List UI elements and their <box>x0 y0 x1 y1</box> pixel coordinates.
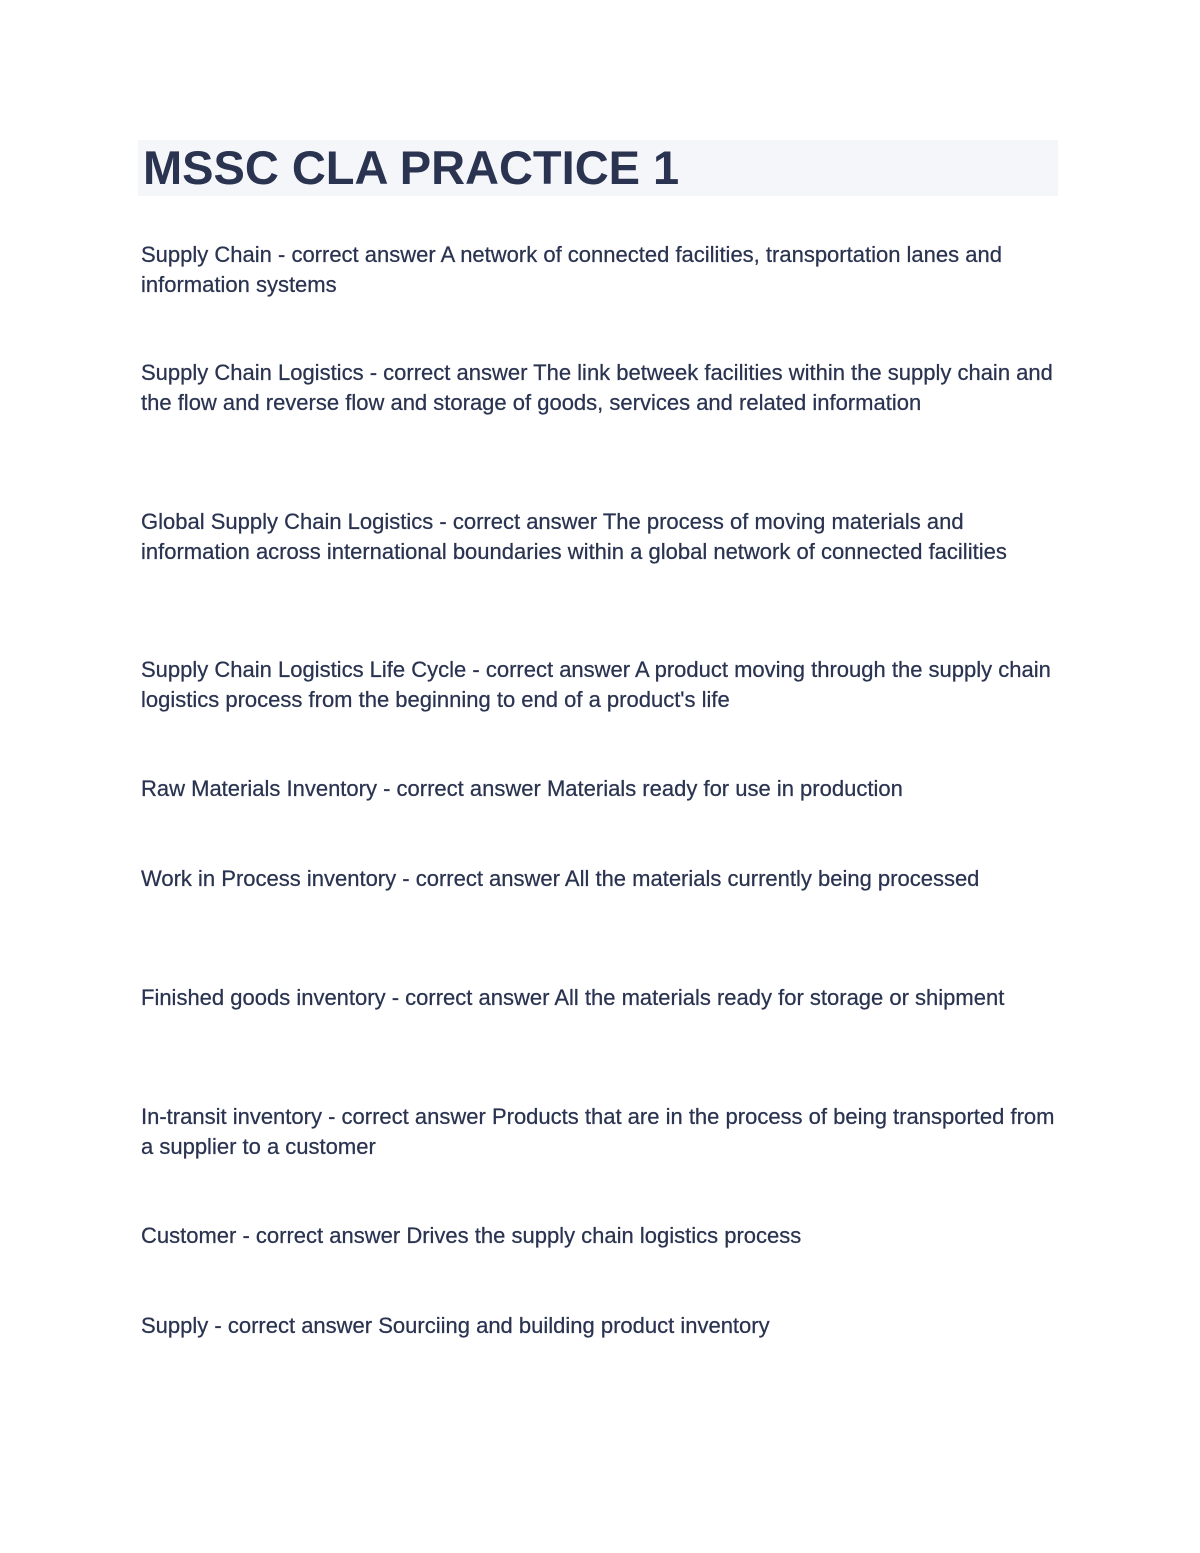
entry-answer: The link betweek facilities within the supply chain and the flow and reverse flow and storage of goods, services and related information <box>141 360 1053 415</box>
entry-answer-label: correct answer <box>227 1313 373 1338</box>
entry-answer: A network of connected facilities, transportation lanes and information systems <box>141 242 1002 297</box>
entry-answer: Materials ready for use in production <box>546 776 903 801</box>
entry-separator: - <box>271 242 292 267</box>
entry-term: In-transit inventory <box>141 1104 322 1129</box>
entry-answer-label: correct answer <box>452 509 598 534</box>
entry-separator: - <box>363 360 384 385</box>
qa-entry <box>141 507 1061 567</box>
entry-term: Supply Chain <box>141 242 272 267</box>
entry-answer-label: correct answer <box>405 985 550 1010</box>
entry-answer-label: correct answer <box>415 866 560 891</box>
entry-term: Supply Chain Logistics <box>141 360 364 385</box>
entry-answer-label: correct answer <box>255 1223 401 1248</box>
entry-separator: - <box>208 1313 228 1338</box>
entry-term: Supply <box>141 1313 209 1338</box>
qa-entry <box>141 864 1061 894</box>
entry-separator: - <box>433 509 453 534</box>
entry-term: Raw Materials Inventory <box>141 776 377 801</box>
entry-separator: - <box>376 776 397 801</box>
entry-term: Supply Chain Logistics Life Cycle <box>141 657 467 682</box>
entry-answer-label: correct answer <box>383 360 528 385</box>
qa-entry <box>141 1311 1061 1341</box>
entry-separator: - <box>396 866 416 891</box>
entry-answer: Sourciing and building product inventory <box>378 1313 770 1338</box>
entry-answer: A product moving through the supply chain logistics process from the beginning to end of a product's life <box>141 657 1051 712</box>
qa-entry <box>141 240 1061 300</box>
qa-entry <box>141 774 1061 804</box>
qa-entry <box>141 358 1061 418</box>
qa-entry <box>141 983 1061 1013</box>
entry-term: Finished goods inventory <box>141 985 386 1010</box>
entry-answer-label: correct answer <box>291 242 436 267</box>
entry-answer-label: correct answer <box>341 1104 486 1129</box>
qa-entry <box>141 655 1061 715</box>
entry-separator: - <box>466 657 486 682</box>
entry-answer: All the materials currently being processed <box>564 866 980 891</box>
page-title: MSSC CLA PRACTICE 1 <box>143 141 680 194</box>
qa-entry <box>141 1221 1061 1251</box>
entry-answer-label: correct answer <box>485 657 631 682</box>
entry-separator: - <box>385 985 406 1010</box>
entry-term: Work in Process inventory <box>141 866 397 891</box>
title-band <box>138 140 1058 196</box>
entry-separator: - <box>321 1104 342 1129</box>
qa-entry <box>141 1102 1061 1162</box>
entry-answer: Products that are in the process of being transported from a supplier to a customer <box>141 1104 1055 1159</box>
entry-answer: The process of moving materials and information across international boundaries within a global network of connected facilities <box>141 509 1007 564</box>
entry-answer: All the materials ready for storage or shipment <box>554 985 1005 1010</box>
entry-answer-label: correct answer <box>396 776 541 801</box>
entry-term: Global Supply Chain Logistics <box>141 509 434 534</box>
entry-term: Customer <box>141 1223 237 1248</box>
entry-separator: - <box>236 1223 256 1248</box>
entry-answer: Drives the supply chain logistics process <box>406 1223 802 1248</box>
